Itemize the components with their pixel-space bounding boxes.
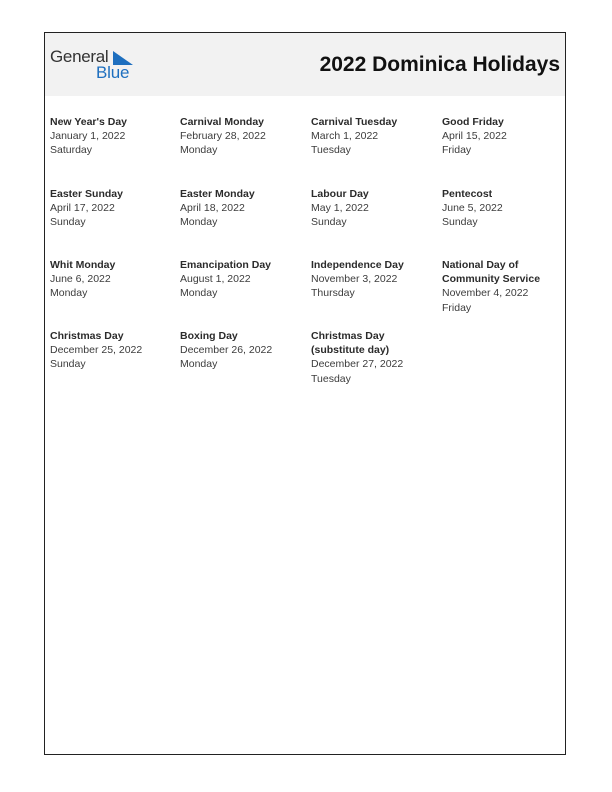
holiday-weekday: Friday xyxy=(442,144,472,157)
holiday-weekday: Monday xyxy=(50,287,88,300)
holiday-date: April 15, 2022 xyxy=(442,130,507,143)
logo-blue-text: Blue xyxy=(96,63,130,82)
holiday-date: June 6, 2022 xyxy=(50,273,111,286)
holiday-weekday: Tuesday xyxy=(311,144,351,157)
holiday-weekday: Sunday xyxy=(50,216,86,229)
holiday-name: Easter Sunday xyxy=(50,188,123,200)
holiday-weekday: Saturday xyxy=(50,144,93,157)
holiday-name: Boxing Day xyxy=(180,330,238,342)
holiday-weekday: Friday xyxy=(442,301,472,314)
generalblue-logo xyxy=(50,47,140,81)
holiday-name: Good Friday xyxy=(442,116,504,128)
holiday-date: February 28, 2022 xyxy=(180,130,266,143)
holiday-date: June 5, 2022 xyxy=(442,202,503,215)
holiday-item xyxy=(180,115,308,158)
holiday-name: Independence Day xyxy=(311,259,404,271)
holiday-date: December 27, 2022 xyxy=(311,358,404,371)
page-title: 2022 Dominica Holidays xyxy=(319,53,560,76)
holiday-item xyxy=(50,115,178,158)
holiday-date: May 1, 2022 xyxy=(311,202,369,215)
holiday-weekday: Thursday xyxy=(311,287,355,300)
holiday-name: Easter Monday xyxy=(180,188,255,200)
holiday-item xyxy=(311,187,439,230)
page-frame xyxy=(44,32,566,755)
holiday-weekday: Monday xyxy=(180,287,218,300)
holiday-date: November 3, 2022 xyxy=(311,273,398,286)
holiday-item xyxy=(442,115,570,158)
holiday-weekday: Monday xyxy=(180,216,218,229)
holiday-name: Labour Day xyxy=(311,188,369,200)
holiday-date: April 18, 2022 xyxy=(180,202,245,215)
holiday-item xyxy=(311,258,439,301)
holiday-name: Pentecost xyxy=(442,188,493,200)
holiday-weekday: Tuesday xyxy=(311,372,351,385)
holiday-weekday: Monday xyxy=(180,358,218,371)
holiday-item xyxy=(180,187,308,230)
holiday-name: New Year's Day xyxy=(50,116,128,128)
holiday-name: National Day of Community Service xyxy=(442,259,541,286)
holiday-item xyxy=(50,187,178,230)
holiday-date: March 1, 2022 xyxy=(311,130,379,143)
holiday-weekday: Sunday xyxy=(442,216,478,229)
holiday-item xyxy=(442,258,560,315)
holiday-date: December 25, 2022 xyxy=(50,344,143,357)
logo-general-text: General xyxy=(50,47,109,66)
holiday-date: August 1, 2022 xyxy=(180,273,251,286)
holiday-name: Carnival Monday xyxy=(180,116,265,128)
holiday-item xyxy=(311,329,411,386)
holiday-item xyxy=(311,115,439,158)
holiday-weekday: Monday xyxy=(180,144,218,157)
holiday-item xyxy=(50,258,178,301)
holiday-item xyxy=(180,329,308,372)
header-band xyxy=(45,33,565,96)
holiday-weekday: Sunday xyxy=(311,216,347,229)
holiday-weekday: Sunday xyxy=(50,358,86,371)
holiday-item xyxy=(50,329,178,372)
holiday-date: November 4, 2022 xyxy=(442,287,529,300)
holiday-name: Christmas Day (substitute day) xyxy=(311,330,390,357)
holiday-item xyxy=(180,258,308,301)
holiday-date: December 26, 2022 xyxy=(180,344,273,357)
holiday-item xyxy=(442,187,570,230)
holiday-date: April 17, 2022 xyxy=(50,202,115,215)
holiday-name: Emancipation Day xyxy=(180,259,272,271)
holiday-name: Christmas Day xyxy=(50,330,124,342)
holiday-name: Whit Monday xyxy=(50,259,116,271)
holiday-date: January 1, 2022 xyxy=(50,130,126,143)
holiday-name: Carnival Tuesday xyxy=(311,116,398,128)
